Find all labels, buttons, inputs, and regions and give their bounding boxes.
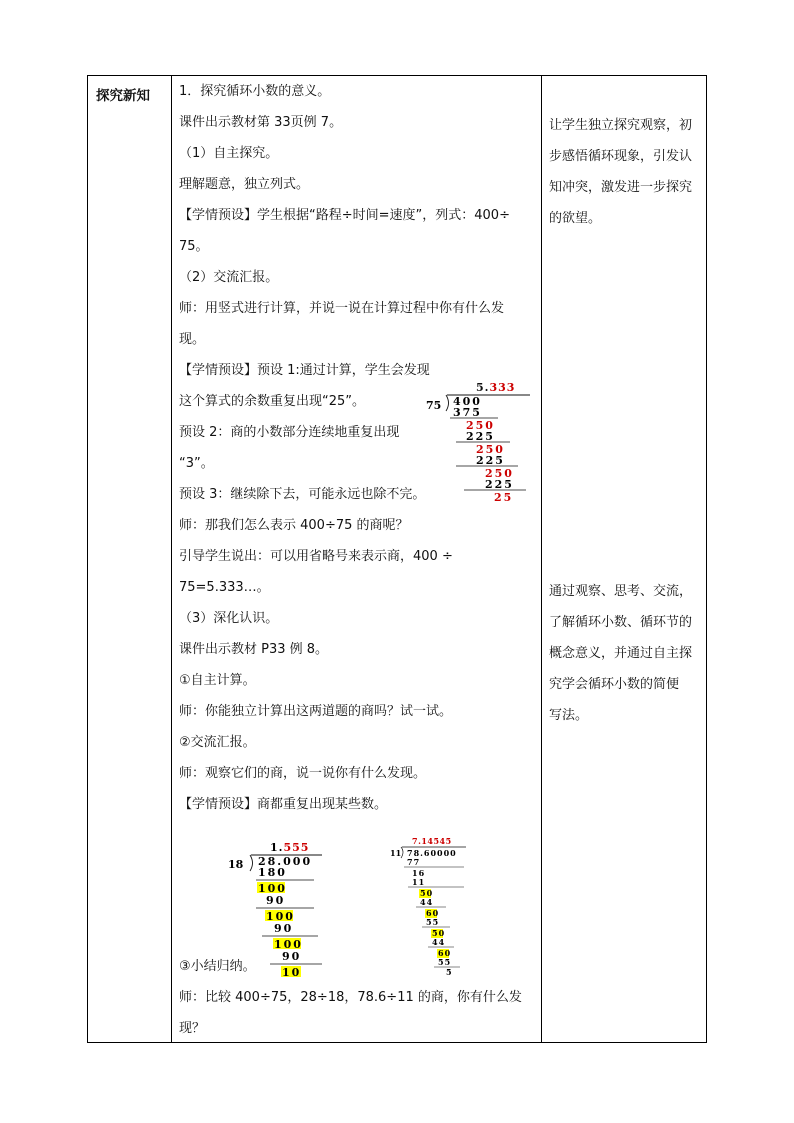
text-line: 课件出示教材第 33页例 7。 [179,115,343,130]
text-line: ②交流汇报。 [179,735,256,750]
step-9: 44 [432,937,446,947]
step-8: 50 [432,928,446,938]
text-line: 【学情预设】预设 1:通过计算，学生会发现 [179,363,430,378]
lesson-table [87,75,707,1043]
column-divider [541,76,542,1042]
column-divider [171,76,172,1042]
step-11: 55 [438,957,452,967]
step-1: 180 [258,866,287,879]
step-3: 225 [466,430,495,443]
note-line: 通过观察、思考、交流， [549,584,693,599]
dividend: 78.60000 [407,848,457,858]
text-line: 现。 [179,332,206,347]
text-line: 75。 [179,239,209,254]
divisor: 11 [390,848,402,858]
dividend: 28.000 [258,855,313,868]
text-line: 预设 2：商的小数部分连续地重复出现 [179,425,400,440]
step-3: 90 [266,894,286,907]
text-line: 师：你能独立计算出这两道题的商吗？试一试。 [179,704,453,719]
divisor: 75 [426,399,442,412]
text-line: 这个算式的余数重复出现“25”。 [179,394,366,409]
step-4: 100 [266,910,295,923]
text-line: 1．探究循环小数的意义。 [179,84,331,99]
text-line: 师：用竖式进行计算，并说一说在计算过程中你有什么发 [179,301,505,316]
text-line: ①自主计算。 [179,673,256,688]
step-8: 10 [282,966,302,979]
note-line: 了解循环小数、循环节的 [549,615,693,630]
text-line: 预设 3：继续除下去，可能永远也除不完。 [179,487,426,502]
text-line: 现？ [179,1021,206,1036]
step-3: 11 [412,877,426,887]
note-line: 让学生独立探究观察，初 [549,118,693,133]
quotient: 1.555 [270,841,310,854]
text-line: （1）自主探究。 [179,146,279,161]
step-5: 225 [476,454,505,467]
quotient: 7.14545 [412,836,452,846]
step-2: 250 [466,419,495,432]
step-2: 100 [258,882,287,895]
note-line: 概念意义，并通过自主探 [549,646,693,661]
note-line: 知冲突，激发进一步探究 [549,180,693,195]
text-line: 课件出示教材 P33 例 8。 [179,642,329,657]
long-division-400-75 [420,376,540,516]
text-line: “3”。 [179,456,214,471]
note-line: 的欲望。 [549,211,602,226]
step-7: 90 [282,950,302,963]
text-line: 75=5.333…。 [179,580,270,595]
long-division-28-18 [226,838,346,978]
section-label: 探究新知 [96,88,150,104]
quotient: 5.333 [476,381,516,394]
note-line: 步感悟循环现象，引发认 [549,149,693,164]
note-line: 写法。 [549,708,589,723]
step-6: 250 [485,467,514,480]
long-division-786-11 [388,836,498,976]
step-10: 60 [438,948,452,958]
note-line: 究学会循环小数的简便 [549,677,680,692]
text-line: 师：观察它们的商，说一说你有什么发现。 [179,766,427,781]
text-line: 师：比较 400÷75，28÷18，78.6÷11 的商，你有什么发 [179,990,522,1005]
step-8: 25 [494,491,514,504]
teaching-note [549,110,699,234]
text-line: （3）深化认识。 [179,611,279,626]
step-6: 60 [426,908,440,918]
teaching-note [549,576,699,731]
text-line: 【学情预设】商都重复出现某些数。 [179,797,388,812]
step-1: 77 [407,857,421,867]
step-5: 44 [420,897,434,907]
dividend: 400 [453,395,482,408]
step-1: 375 [453,406,482,419]
divisor: 18 [228,858,244,871]
step-7: 55 [426,917,440,927]
step-4: 250 [476,443,505,456]
text-line: ③小结归纳。 [179,959,256,974]
step-6: 100 [274,938,303,951]
text-line: 理解题意，独立列式。 [179,177,310,192]
step-7: 225 [485,478,514,491]
step-2: 16 [412,868,426,878]
step-5: 90 [274,922,294,935]
step-12: 5 [446,967,453,977]
text-line: 引导学生说出：可以用省略号来表示商，400 ÷ [179,549,453,564]
text-line: 【学情预设】学生根据“路程÷时间=速度”，列式：400÷ [179,208,510,223]
text-line: 师：那我们怎么表示 400÷75 的商呢？ [179,518,409,533]
text-line: （2）交流汇报。 [179,270,279,285]
step-4: 50 [420,888,434,898]
